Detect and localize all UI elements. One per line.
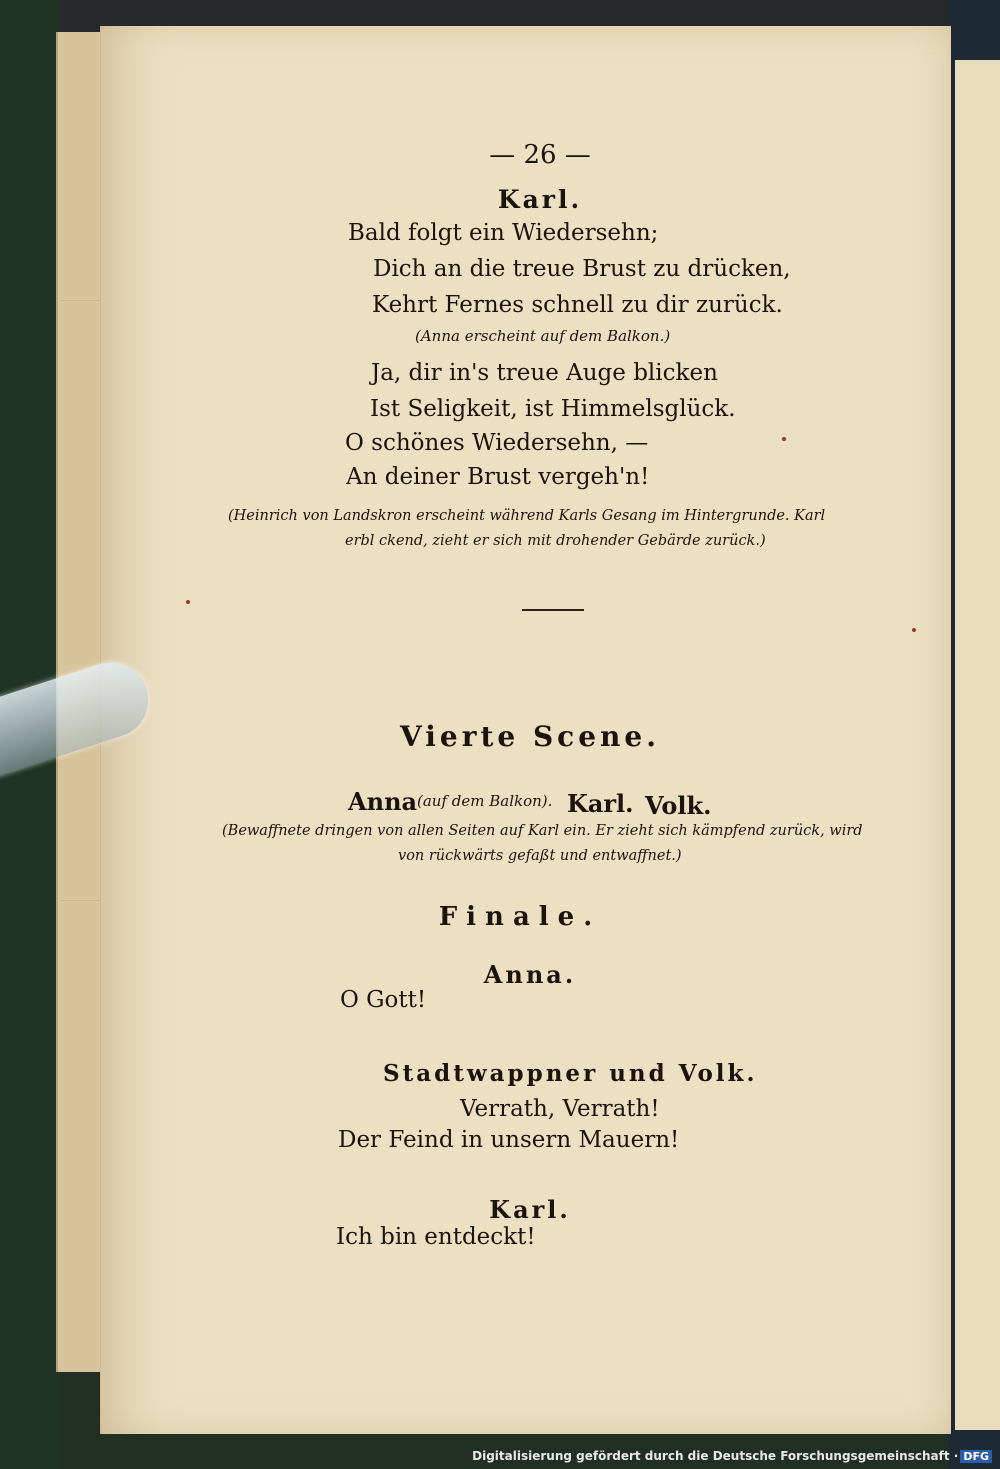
- stage-direction: (Anna erscheint auf dem Balkon.): [415, 327, 671, 345]
- cast-karl: Karl.: [567, 789, 634, 818]
- stage-direction: (Bewaffnete dringen von allen Seiten auf Karl ein. Er zieht sich kämpfend zurück, wird: [222, 823, 863, 839]
- facing-page-edge: [955, 60, 1000, 1430]
- verse-line: Dich an die treue Brust zu drücken,: [373, 256, 791, 282]
- verse-line: O schönes Wiedersehn, —: [345, 430, 649, 456]
- verse-line: O Gott!: [340, 987, 427, 1013]
- verse-line: Verrath, Verrath!: [460, 1096, 660, 1122]
- section-divider: [522, 609, 584, 611]
- verse-line: Ja, dir in's treue Auge blicken: [371, 360, 718, 386]
- cast-volk: Volk.: [645, 791, 712, 820]
- dfg-logo: DFG: [960, 1450, 992, 1463]
- verse-line: Ich bin entdeckt!: [336, 1224, 536, 1250]
- paper-speck: [186, 600, 190, 604]
- cast-anna: Anna: [348, 787, 418, 816]
- stage-direction: erbl ckend, zieht er sich mit drohender Gebärde zurück.): [345, 533, 766, 549]
- footer-credit: [472, 1449, 992, 1463]
- stage-direction: (Heinrich von Landskron erscheint während Karls Gesang im Hintergrunde. Karl: [228, 508, 826, 524]
- speaker-karl: Karl.: [497, 185, 583, 214]
- verse-line: Kehrt Fernes schnell zu dir zurück.: [372, 292, 783, 318]
- stage-direction: von rückwärts gefaßt und entwaffnet.): [398, 848, 682, 864]
- scene-title: Vierte Scene.: [400, 720, 660, 753]
- verse-line: Bald folgt ein Wiedersehn;: [348, 220, 659, 246]
- speaker-chorus: Stadtwappner und Volk.: [383, 1060, 758, 1087]
- verse-line: An deiner Brust vergeh'n!: [346, 464, 650, 490]
- finale-heading: Finale.: [438, 902, 602, 932]
- speaker-karl: Karl.: [489, 1195, 571, 1224]
- cast-anna-note: (auf dem Balkon).: [417, 792, 553, 810]
- paper-speck: [782, 437, 786, 441]
- verse-line: Der Feind in unsern Mauern!: [338, 1127, 680, 1153]
- verse-line: Ist Seligkeit, ist Himmelsglück.: [370, 396, 736, 422]
- speaker-anna: Anna.: [483, 960, 577, 989]
- footer-text: Digitalisierung gefördert durch die Deutsche Forschungsgemeinschaft ·: [472, 1449, 959, 1463]
- paper-speck: [912, 628, 916, 632]
- page-number: — 26 —: [489, 140, 591, 170]
